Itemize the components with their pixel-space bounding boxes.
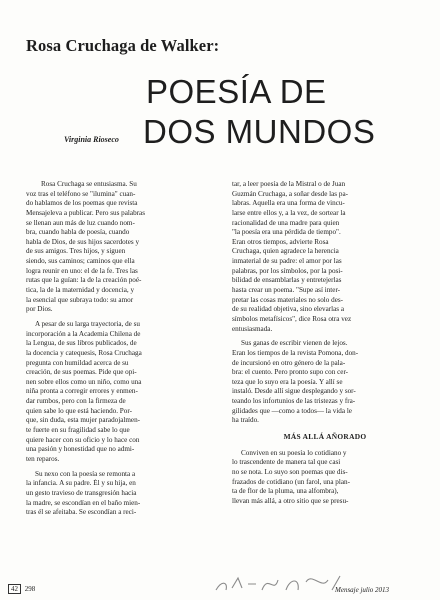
paragraph — [232, 449, 418, 507]
title-line-1: POESÍA DE — [146, 73, 327, 110]
text-line: palabras, por los símbolos, por la posi- — [232, 266, 343, 275]
left-column — [26, 180, 212, 518]
text-line: de sus amigos. Tres hijos, y siguen — [26, 247, 126, 256]
text-line: niña pronta a corregir errores y enmen- — [26, 387, 138, 396]
text-line: la madre, se escondían en el baño mien- — [26, 498, 141, 507]
author-name: Virginia Rioseco — [64, 135, 119, 144]
text-line: inmaterial de su padre: el amor por las — [232, 257, 342, 266]
text-line: larse entre ellos y, a la vez, de sortear la — [232, 208, 346, 217]
text-line: símbolos metafísicos", dice Rosa otra vez — [232, 314, 352, 323]
paragraph — [26, 470, 212, 518]
paragraph — [26, 320, 212, 465]
text-line: incorporación a la Academia Chilena de — [26, 329, 141, 338]
text-line: Guzmán Cruchaga, a soñar desde las pa- — [232, 189, 348, 198]
text-line: dar rumbos, pero con la firmeza de — [26, 397, 126, 406]
text-line: la esencial que subraya todo: su amor — [26, 295, 134, 304]
text-line: bra, cuando habla de poesía, cuando — [26, 228, 130, 237]
text-line: Conviven en su poesía lo cotidiano y — [241, 448, 347, 457]
text-line: Cruchaga, quien agradece la herencia — [232, 247, 339, 256]
text-line: logra reunir en uno: el de la fe. Tres las — [26, 266, 138, 275]
text-line: por Dios. — [26, 305, 53, 314]
text-line: Eran los tiempos de la revista Pomona, don- — [232, 348, 359, 357]
text-line: no se nota. Lo suyo son poemas que dis- — [232, 467, 348, 476]
text-line: "la poesía era una pérdida de tiempo". — [232, 228, 341, 237]
text-line: nen sobre ellos como un niño, como una — [26, 377, 142, 386]
text-line: bra: el cuento. Pero pronto supo con cer- — [232, 368, 349, 377]
text-line: tras él se afeitaba. Se escondían a reci- — [26, 508, 137, 517]
text-line: habla de Dios, de sus hijos sacerdotes y — [26, 237, 140, 246]
text-line: ha traído. — [232, 416, 259, 425]
pre-title: Rosa Cruchaga de Walker: — [26, 36, 220, 55]
text-line: ta de flor de la pluma, una alfombra), — [232, 487, 339, 496]
handwritten-marks — [212, 560, 352, 596]
text-line: teza que lo suyo era la poesía. Y allí se — [232, 377, 343, 386]
text-line: te fuerte en su fragilidad sabe lo que — [26, 426, 130, 435]
text-line: do hablamos de los poemas que revista — [26, 199, 138, 208]
issue-label: Mensaje julio 2013 — [335, 586, 390, 594]
text-line: Eran otros tiempos, advierte Rosa — [232, 237, 329, 246]
text-line: creación, de sus poemas. Pide que opi- — [26, 368, 137, 377]
text-line: gilidades que —como a todos— la vida le — [232, 406, 352, 415]
page-number — [8, 585, 37, 593]
paragraph — [26, 180, 212, 315]
page-num: 298 — [24, 585, 36, 593]
text-line: frazados de cotidiano (un farol, una plan- — [232, 477, 350, 486]
text-line: siendo, sus caminos; caminos que ella — [26, 257, 135, 266]
text-line: la docencia y catequesis, Rosa Cruchaga — [26, 348, 142, 357]
text-line: teando los infortunios de las tristezas y fra- — [232, 397, 356, 406]
text-line: lo trascendente de manera tal que casi — [232, 458, 341, 467]
text-line: labras. Aquella era una forma de vincu- — [232, 199, 345, 208]
paragraph — [232, 180, 418, 334]
text-line: un gesto travieso de transgresión hacia — [26, 488, 137, 497]
text-line: hasta crear un poema. "Supe así inter- — [232, 286, 341, 295]
text-line: llevan más allá, a otro sitio que se presu- — [232, 496, 349, 505]
text-line: la Lengua, de sus libros publicados, de — [26, 339, 137, 348]
section-subhead: MÁS ALLÁ AÑORADO — [283, 432, 367, 442]
text-line: Rosa Cruchaga se entusiasma. Su — [41, 180, 137, 188]
text-line: bilidad de ensamblarlas y entretejerlas — [232, 276, 342, 285]
text-line: tar, a leer poesía de la Mistral o de Juan — [232, 180, 346, 188]
text-line: pregunta con humildad acerca de su — [26, 358, 129, 367]
text-line: A pesar de su larga trayectoria, de su — [35, 319, 140, 328]
page-box: 42 — [8, 584, 21, 594]
text-line: se llenan aun más de luz cuando nom- — [26, 218, 135, 227]
text-line: pretar las cosas materiales no solo des- — [232, 295, 344, 304]
text-line: la infancia. A su padre. Él y su hija, en — [26, 479, 136, 488]
text-line: de incursionó en otro género de la pala- — [232, 358, 346, 367]
text-line: de su realidad objetiva, sino elevarlas a — [232, 305, 345, 314]
text-line: Mensajeleva a publicar. Pero sus palabras — [26, 208, 145, 217]
text-line: instaló. Desde allí sigue desplegando y sor- — [232, 387, 356, 396]
text-line: ten reparos. — [26, 454, 60, 463]
text-line: rutas que la guían: la de la creación poé- — [26, 276, 142, 285]
text-line: entusiasmada. — [232, 324, 273, 333]
text-line: racionalidad de una madre para quien — [232, 218, 340, 227]
text-line: Sus ganas de escribir vienen de lejos. — [241, 339, 348, 348]
title-line-2: DOS MUNDOS — [143, 113, 376, 150]
text-line: quiere hacer con su oficio y lo hace con — [26, 435, 140, 444]
text-line: quien sabe lo que está haciendo. Por- — [26, 406, 132, 415]
text-line: que, sin duda, esta mujer paradojalmen- — [26, 416, 141, 425]
paragraph — [232, 339, 418, 426]
text-line: tica, la de la maternidad y docencia, y — [26, 286, 135, 295]
text-line: una pasión y honestidad que no admi- — [26, 445, 135, 454]
text-line: voz tras el teléfono se "ilumina" cuan- — [26, 189, 136, 198]
text-line: Su nexo con la poesía se remonta a — [35, 469, 136, 478]
right-column — [232, 180, 418, 507]
